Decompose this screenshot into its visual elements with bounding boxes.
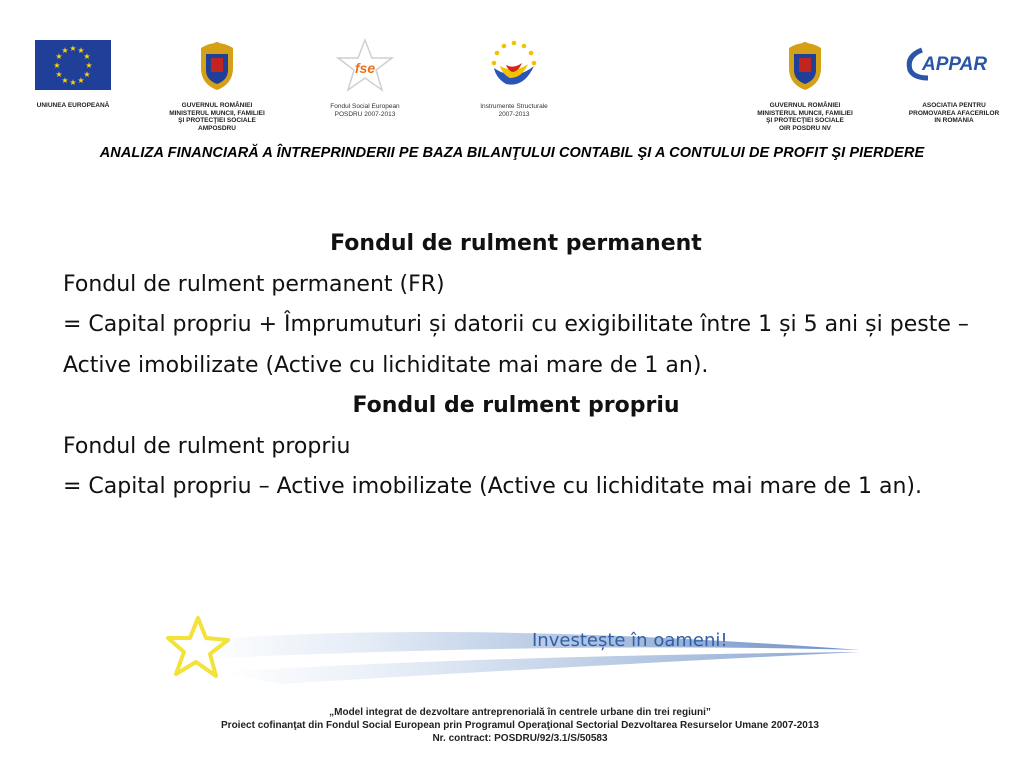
si-caption-line: 2007-2013	[498, 110, 530, 118]
svg-text:★: ★	[55, 70, 63, 79]
appar-caption-line: PROMOVAREA AFACERILOR	[908, 109, 1000, 117]
fse-star-icon	[335, 38, 395, 94]
investeste-banner	[160, 612, 920, 702]
gov-logo-left	[162, 38, 272, 136]
svg-text:★: ★	[77, 46, 85, 55]
yellow-star-icon	[168, 618, 228, 676]
slogan-text: Investește în oameni!	[532, 630, 728, 651]
appar-logo	[898, 44, 1010, 130]
svg-text:★: ★	[53, 61, 61, 70]
appar-caption-line: ASOCIATIA PENTRU	[922, 102, 986, 109]
svg-text:★: ★	[83, 70, 91, 79]
appar-logo-icon	[902, 44, 1006, 84]
gov-caption-line: MINISTERUL MUNCII, FAMILIEI	[757, 109, 853, 117]
section-line: = Capital propriu + Împrumuturi și datorii cu exigibilitate între 1 și 5 ani și peste – Active imobilizate (Active cu lichiditate mai mare de 1 an).	[63, 312, 969, 378]
svg-text:★: ★	[83, 52, 91, 61]
section-line: Fondul de rulment permanent (FR)	[63, 271, 445, 297]
footer-line: Proiect cofinanţat din Fondul Social European prin Programul Operaţional Sectorial Dezvoltarea Resurselor Umane 2007-2013	[221, 720, 819, 731]
gov-caption-line: GUVERNUL ROMÂNIEI	[769, 102, 841, 109]
fse-caption-line: POSDRU 2007-2013	[334, 110, 396, 118]
gov-caption-line: GUVERNUL ROMÂNIEI	[181, 102, 253, 109]
svg-text:★: ★	[77, 76, 85, 85]
appar-wordmark: APPAR	[922, 54, 988, 75]
gov-caption-line: MINISTERUL MUNCII, FAMILIEI	[169, 109, 265, 117]
fse-logo	[318, 38, 412, 123]
appar-caption-line: IN ROMANIA	[934, 117, 974, 124]
footer-line: „Model integrat de dezvoltare antreprenorială în centrele urbane din trei regiuni”	[329, 707, 711, 718]
eu-logo	[28, 40, 118, 115]
fse-caption-line: Fondul Social European	[330, 103, 400, 110]
gov-logo-right	[747, 38, 863, 136]
gov-caption-line: OIR POSDRU NV	[778, 124, 831, 132]
fse-mark-text: fse	[354, 60, 376, 76]
section-heading: Fondul de rulment permanent	[330, 231, 702, 256]
svg-text:★: ★	[61, 76, 69, 85]
section-line: = Capital propriu – Active imobilizate (Active cu lichiditate mai mare de 1 an).	[63, 474, 923, 499]
project-footer	[140, 706, 900, 745]
gov-caption-line: ŞI PROTECŢIEI SOCIALE	[178, 117, 256, 124]
svg-text:★: ★	[69, 78, 77, 87]
document-title: ANALIZA FINANCIARĂ A ÎNTREPRINDERII PE BAZA BILANŢULUI CONTABIL ŞI A CONTULUI DE PROFIT ŞI PIERDERE	[99, 145, 925, 161]
structural-instruments-logo	[464, 38, 564, 123]
gov-caption-line: AMPOSDRU	[198, 124, 236, 132]
slide-body	[63, 224, 969, 508]
romania-coat-of-arms-icon	[785, 38, 825, 90]
si-caption-line: Instrumente Structurale	[480, 103, 548, 110]
romania-coat-of-arms-icon	[197, 38, 237, 90]
section-line: Fondul de rulment propriu	[63, 433, 351, 459]
svg-text:★: ★	[61, 46, 69, 55]
section-heading: Fondul de rulment propriu	[352, 393, 680, 418]
svg-text:★: ★	[55, 52, 63, 61]
structural-instruments-icon	[484, 38, 544, 94]
gov-caption-line: ŞI PROTECŢIEI SOCIALE	[766, 117, 844, 124]
footer-line: Nr. contract: POSDRU/92/3.1/S/50583	[432, 733, 608, 744]
eu-caption: UNIUNEA EUROPEANĂ	[36, 102, 110, 109]
svg-text:★: ★	[69, 44, 77, 53]
svg-text:★: ★	[85, 61, 93, 70]
eu-flag-icon	[35, 40, 111, 90]
